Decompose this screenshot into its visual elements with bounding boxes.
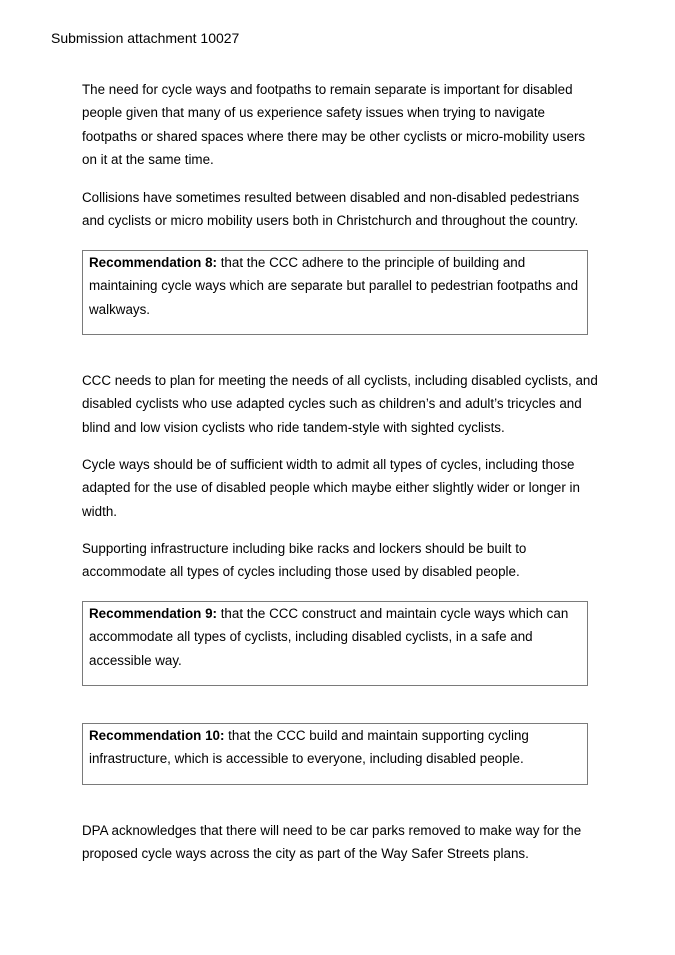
paragraph-infrastructure: Supporting infrastructure including bike racks and lockers should be built to accommodate all types of cycles including those used by disabled people. <box>82 541 527 580</box>
recommendation-9-body: that the CCC construct and maintain cycle ways which can accommodate all types of cyclists, including disabled cyclists, in a safe and accessible way. <box>89 606 569 668</box>
recommendation-9-label: Recommendation 9: <box>89 606 217 621</box>
paragraph-collisions: Collisions have sometimes resulted between disabled and non-disabled pedestrians and cyclists or micro mobility users both in Christchurch and throughout the country. <box>82 190 580 229</box>
recommendation-10-box <box>82 723 588 785</box>
recommendation-8-box <box>82 250 588 335</box>
paragraph-width: Cycle ways should be of sufficient width to admit all types of cycles, including those adapted for the use of disabled people which maybe either slightly wider or longer in width. <box>82 457 580 519</box>
recommendation-10-body: that the CCC build and maintain supporting cycling infrastructure, which is accessible to everyone, including disabled people. <box>89 728 529 767</box>
recommendation-10-label: Recommendation 10: <box>89 728 225 743</box>
paragraph-separate-paths: The need for cycle ways and footpaths to remain separate is important for disabled people given that many of us experience safety issues when trying to navigate footpaths or shared spaces where there may be other cyclists or micro-mobility users on it at the same time. <box>82 82 586 168</box>
recommendation-8-body: that the CCC adhere to the principle of building and maintaining cycle ways which are separate but parallel to pedestrian footpaths and walkways. <box>89 255 579 317</box>
paragraph-plan-needs: CCC needs to plan for meeting the needs of all cyclists, including disabled cyclists, and disabled cyclists who use adapted cycles such as children’s and adult’s tricycles and blind and low vision cyclists who ride tandem-style with sighted cyclists. <box>82 373 598 435</box>
document-header: Submission attachment 10027 <box>51 30 240 46</box>
paragraph-car-parks: DPA acknowledges that there will need to be car parks removed to make way for the proposed cycle ways across the city as part of the Way Safer Streets plans. <box>82 823 582 862</box>
recommendation-8-label: Recommendation 8: <box>89 255 217 270</box>
recommendation-9-text <box>89 602 587 672</box>
recommendation-10-text <box>89 724 587 771</box>
recommendation-8-text <box>89 251 587 321</box>
recommendation-9-box <box>82 601 588 686</box>
